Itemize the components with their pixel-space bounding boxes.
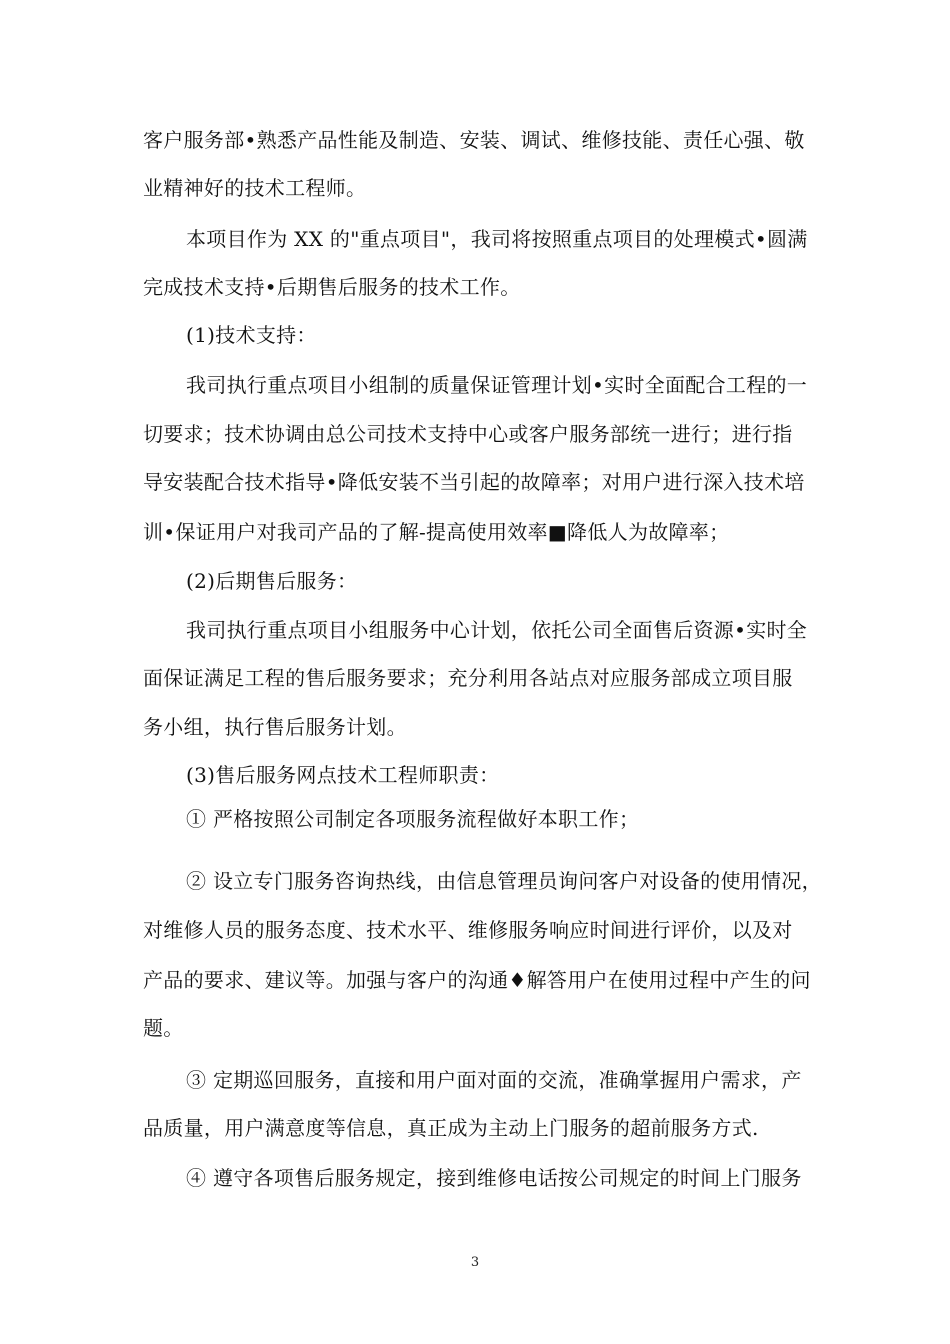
paragraph-line: 训•保证用户对我司产品的了解-提高使用效率■降低人为故障率； (143, 520, 730, 544)
list-item-duty-3: ③ 定期巡回服务，直接和用户面对面的交流，准确掌握用户需求，产 (186, 1068, 802, 1092)
paragraph-line: 品质量，用户满意度等信息，真正成为主动上门服务的超前服务方式. (143, 1116, 759, 1140)
list-item-duty-4: ④ 遵守各项售后服务规定，接到维修电话按公司规定的时间上门服务 (186, 1166, 802, 1190)
paragraph-line: 对维修人员的服务态度、技术水平、维修服务响应时间进行评价，以及对 (143, 918, 793, 942)
page-number: 3 (470, 1255, 480, 1270)
list-item-duty-2: ② 设立专门服务咨询热线，由信息管理员询问客户对设备的使用情况， (186, 869, 822, 893)
paragraph-line: 面保证满足工程的售后服务要求；充分利用各站点对应服务部成立项目服 (143, 666, 793, 690)
list-item-duty-1: ① 严格按照公司制定各项服务流程做好本职工作； (186, 807, 640, 831)
paragraph-line: 切要求；技术协调由总公司技术支持中心或客户服务部统一进行；进行指 (143, 422, 793, 446)
paragraph-line: 题。 (143, 1016, 184, 1040)
section-heading-after-sales: (2)后期售后服务： (186, 569, 358, 593)
section-heading-engineer-duties: (3)售后服务网点技术工程师职责： (186, 763, 500, 787)
paragraph-line: 务小组，执行售后服务计划。 (143, 715, 407, 739)
paragraph-line: 完成技术支持•后期售后服务的技术工作。 (143, 275, 521, 299)
paragraph-line: 产品的要求、建议等。加强与客户的沟通♦解答用户在使用过程中产生的问 (143, 968, 811, 992)
paragraph-line: 客户服务部•熟悉产品性能及制造、安装、调试、维修技能、责任心强、敬 (143, 128, 805, 152)
paragraph-line: 本项目作为 XX 的"重点项目"，我司将按照重点项目的处理模式•圆满 (186, 227, 808, 251)
paragraph-line: 我司执行重点项目小组服务中心计划，依托公司全面售后资源•实时全 (186, 618, 808, 642)
paragraph-line: 业精神好的技术工程师。 (143, 176, 367, 200)
section-heading-technical-support: (1)技术支持： (186, 323, 317, 347)
paragraph-line: 导安装配合技术指导•降低安装不当引起的故障率；对用户进行深入技术培 (143, 470, 805, 494)
paragraph-line: 我司执行重点项目小组制的质量保证管理计划•实时全面配合工程的一 (186, 373, 808, 397)
